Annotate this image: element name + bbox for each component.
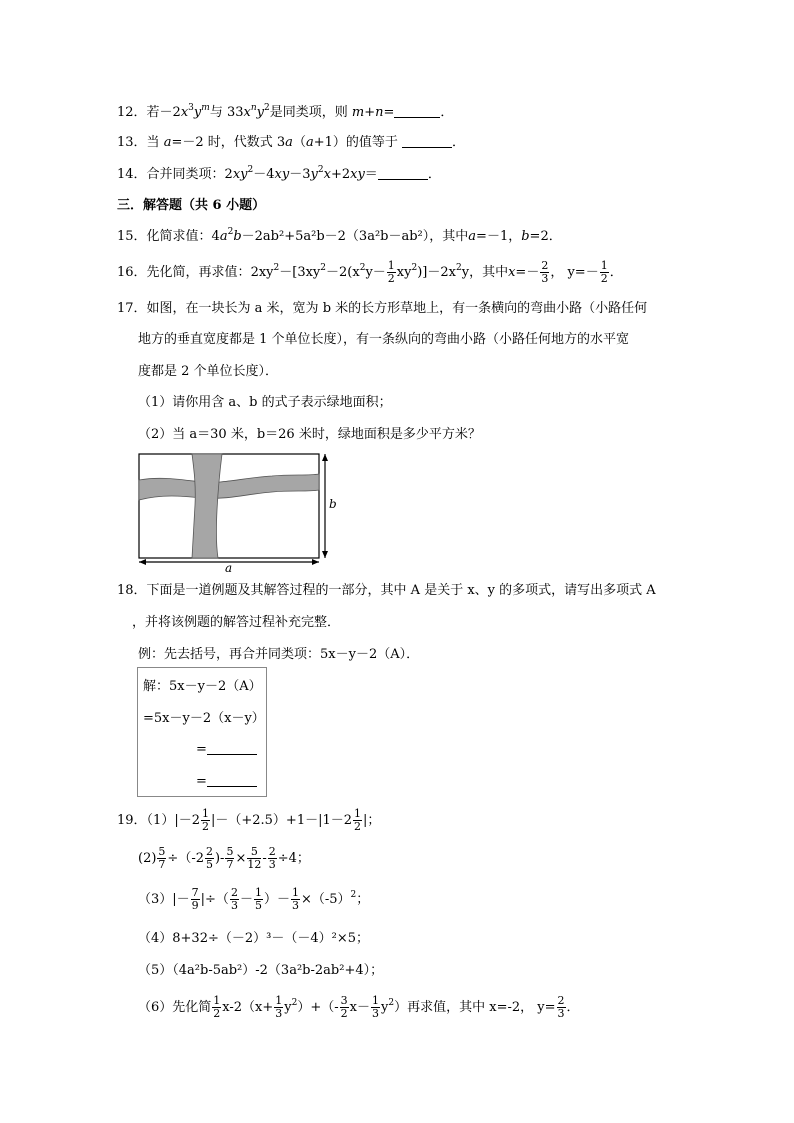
- question-19-part-4: （4）8+32÷（－2）³－（－4）²×5；: [138, 931, 369, 946]
- fraction: $\frac{2}{3}$: [557, 994, 565, 1020]
- question-18-line-1: 18．下面是一道例题及其解答过程的一部分，其中 A 是关于 x、y 的多项式，请写出多项式 A: [117, 583, 656, 598]
- answer-blank[interactable]: [207, 772, 257, 787]
- fraction: $\frac{5}{7}$: [226, 845, 234, 871]
- fraction: $\frac{2}{3}$: [268, 845, 276, 871]
- answer-blank[interactable]: [207, 740, 257, 755]
- question-19-part-3: （3）|－ $\frac{7}{9}$ |÷（ $\frac{2}{3}$ － $\frac{1}{5}$ ）－ $\frac{1}{3}$ $\times(-5)^2$；: [138, 886, 370, 912]
- question-16: 16．先化简，再求值：$2xy^2-[3xy^2-2(x^2y-$ $\frac{1}{2}$ $xy^2)]-2x^2y$，其中x=－ $\frac{2}{3}$ ， y=－ $\frac{1}{2}$ ．: [117, 259, 623, 285]
- question-17-part-2: （2）当 a＝30 米，b＝26 米时，绿地面积是多少平方米？: [138, 427, 481, 442]
- fraction: $\frac{1}{2}$: [213, 994, 221, 1020]
- fraction: $\frac{1}{2}$: [600, 259, 608, 285]
- fraction: $\frac{1}{3}$: [372, 994, 380, 1020]
- fraction: $\frac{2}{3}$: [230, 886, 238, 912]
- fraction: $\frac{1}{2}$: [201, 807, 209, 833]
- question-19-part-5: （5）（4a²b-5ab²）-2（3a²b-2ab²+4）；: [138, 963, 384, 978]
- question-19-part-1: 19．（1）|－2 $\frac{1}{2}$ |－（+2.5）+1－|1－2 $\frac{1}{2}$ |；: [117, 807, 381, 833]
- question-15: 15．化简求值：$4a^2b-2ab^2+5a^2b-2(3a^2b-ab^2)$，其中a=－1，b=2．: [117, 227, 562, 244]
- fraction: $\frac{7}{9}$: [191, 886, 199, 912]
- fraction: $\frac{2}{5}$: [205, 845, 213, 871]
- question-18-line-3: 例：先去括号，再合并同类项：5x－y－2（A）．: [138, 647, 420, 662]
- fraction: $\frac{1}{2}$: [387, 259, 395, 285]
- question-17-line-3: 度都是 2 个单位长度）．: [138, 364, 279, 379]
- fraction: $\frac{1}{3}$: [291, 886, 299, 912]
- solution-line-3: =: [196, 740, 257, 760]
- question-18-line-2: ，并将该例题的解答过程补充完整．: [132, 615, 341, 630]
- question-12: 12．若$-2x^3y^m$与 $33x^ny^2$是同类项，则 m+n= ．: [117, 103, 454, 120]
- answer-blank[interactable]: [378, 165, 428, 180]
- question-19-part-2: (2) $\frac{5}{7}$ ÷（-2 $\frac{2}{5}$ )- $\frac{5}{7}$ × $\frac{5}{12}$ - $\frac{2}{3}$ ÷4；: [138, 845, 310, 871]
- fraction: $\frac{3}{2}$: [340, 994, 348, 1020]
- fraction: $\frac{1}{5}$: [254, 886, 262, 912]
- lawn-rect: [139, 454, 319, 558]
- label-b: b: [329, 497, 337, 511]
- solution-line-2: =5x－y－2（x－y）: [143, 711, 265, 726]
- section-title: 三．解答题（共 6 小题）: [117, 198, 266, 213]
- question-17-line-2: 地方的垂直宽度都是 1 个单位长度），有一条纵向的弯曲小路（小路任何地方的水平宽: [138, 332, 630, 347]
- fraction: $\frac{1}{2}$: [354, 807, 362, 833]
- answer-blank[interactable]: [394, 103, 440, 118]
- answer-blank[interactable]: [402, 133, 452, 148]
- question-14: 14．合并同类项：$2xy^2-4xy-3y^2x+2xy=$ ．: [117, 165, 441, 182]
- fraction: $\frac{2}{3}$: [541, 259, 549, 285]
- question-13: 13．当 a=－2 时，代数式 3a（a+1）的值等于 ．: [117, 135, 466, 150]
- fraction: $\frac{1}{3}$: [275, 994, 283, 1020]
- fraction: $\frac{5}{7}$: [158, 845, 166, 871]
- lawn-figure: [132, 450, 344, 574]
- solution-line-4: =: [196, 772, 257, 792]
- fraction: $\frac{5}{12}$: [247, 845, 262, 871]
- solution-line-1: 解：5x－y－2（A）: [143, 679, 262, 694]
- label-a: a: [225, 561, 233, 574]
- question-19-part-6: （6）先化简 $\frac{1}{2}$ x-2（x+ $\frac{1}{3}$ $y^2)+(-$ $\frac{3}{2}$ x－ $\frac{1}{3}$ $y^2$）再求值，其中 x=-2， y= $\frac{2}{3}$ ．: [138, 994, 580, 1020]
- question-17-line-1: 17．如图，在一块长为 a 米，宽为 b 米的长方形草地上，有一条横向的弯曲小路（小路任何: [117, 301, 648, 316]
- question-17-part-1: （1）请你用含 a、b 的式子表示绿地面积；: [138, 395, 392, 410]
